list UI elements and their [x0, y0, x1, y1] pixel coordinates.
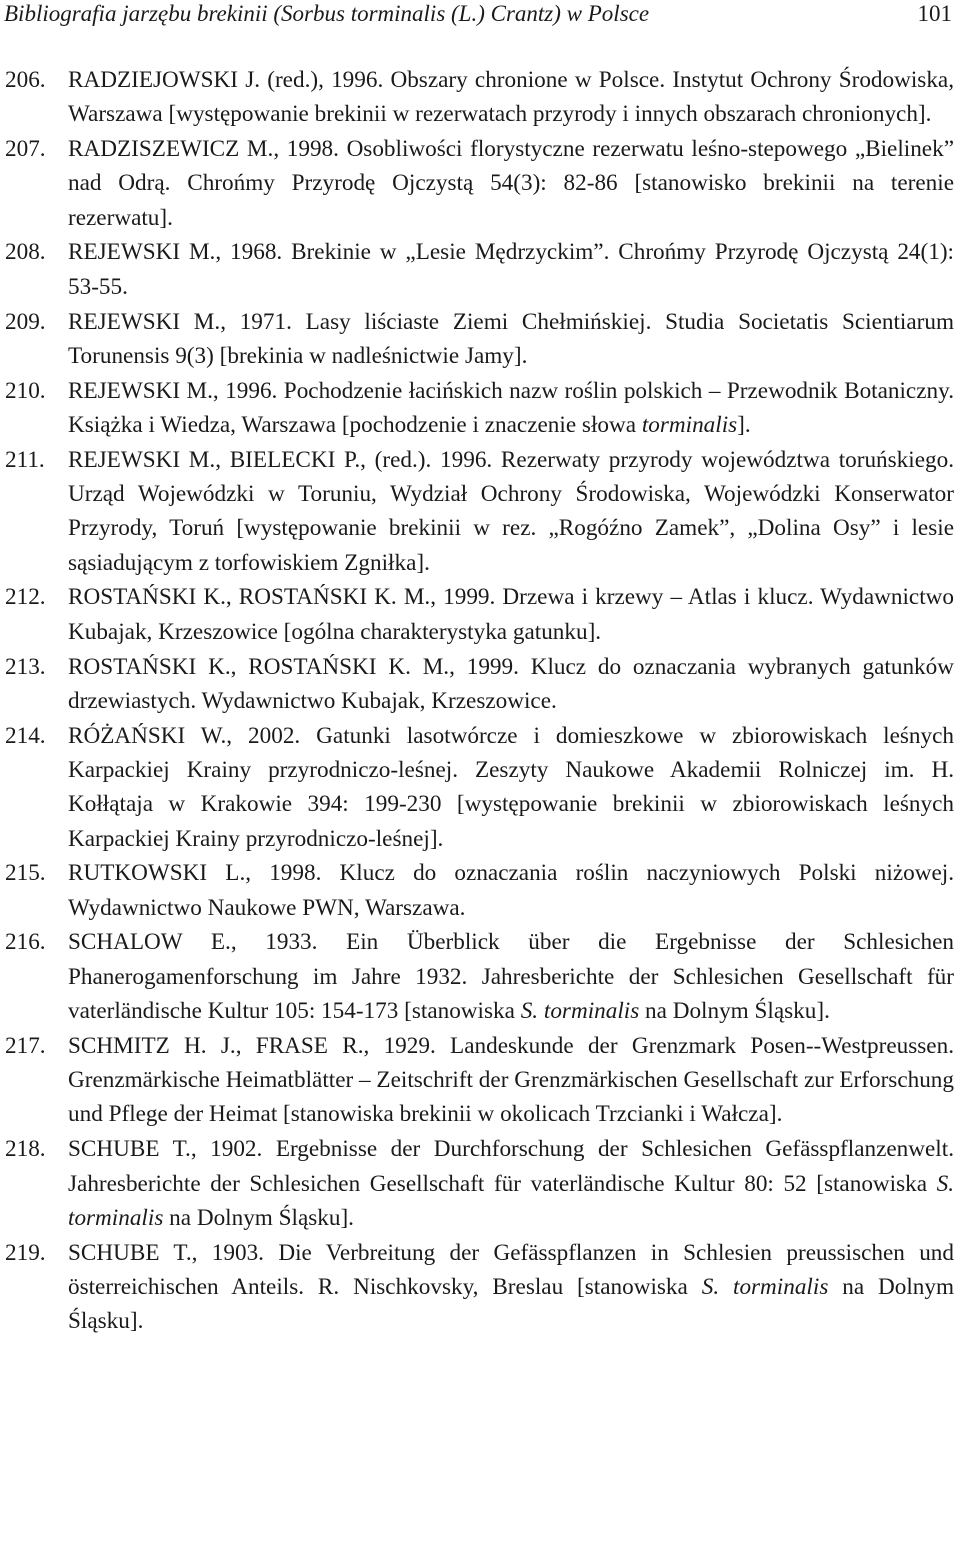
bibliography-entry — [0, 580, 960, 649]
entry-text — [68, 1033, 954, 1128]
bibliography-entry — [0, 1029, 960, 1132]
bibliography-entry — [0, 132, 960, 235]
entry-text-segment: ]. — [737, 411, 751, 438]
entry-text-segment: REJEWSKI M., 1971. Lasy liściaste Ziemi Chełmińskiej. Studia Societatis Scientiarum Torunensis 9(3) [brekinia w nadleśnictwie Jamy]. — [68, 308, 954, 369]
bibliography-entry — [0, 1132, 960, 1235]
entry-number: 210. — [5, 377, 46, 404]
entry-text — [68, 723, 954, 852]
entry-number: 218. — [5, 1136, 46, 1163]
entry-text — [68, 447, 954, 576]
entry-text — [68, 1240, 954, 1335]
entry-text-segment: RUTKOWSKI L., 1998. Klucz do oznaczania roślin naczyniowych Polski niżowej. Wydawnictwo Naukowe PWN, Warszawa. — [68, 860, 954, 921]
entry-text-segment: SCHMITZ H. J., FRASE R., 1929. Landeskunde der Grenzmark Posen-⁠-Westpreussen. Grenzmärkische Heimatblätter – Zeitschrift der Grenzmärkischen Gesellschaft zur Erforschung und Pflege der Heimat [stanowiska brekinii w okolicach Trzcianki i Wałcza]. — [68, 1032, 954, 1128]
italic-species-name: S. torminalis — [701, 1273, 829, 1300]
entry-text-segment: REJEWSKI M., 1968. Brekinie w „Lesie Mędrzyckim”. Chrońmy Przyrodę Ojczystą 24(1): 53-55. — [68, 239, 954, 300]
entry-number: 206. — [5, 67, 46, 93]
running-title: Bibliografia jarzębu brekinii (Sorbus torminalis (L.) Crantz) w Polsce — [4, 1, 650, 26]
bibliography-entry — [0, 650, 960, 719]
page-number: 101 — [917, 1, 952, 26]
entry-number: 209. — [5, 308, 46, 335]
entry-text — [68, 929, 954, 1024]
italic-species-name: S. torminalis — [68, 1170, 954, 1231]
entry-text-segment: na Dolnym Śląsku]. — [68, 1273, 955, 1335]
bibliography-entry — [0, 443, 960, 580]
bibliography-entry — [0, 719, 960, 856]
entry-text — [68, 309, 954, 369]
entry-text-segment: ROSTAŃSKI K., ROSTAŃSKI K. M., 1999. Drzewa i krzewy – Atlas i klucz. Wydawnictwo Kubajak, Krzeszowice [ogólna charakterystyka gatunku]. — [68, 584, 954, 645]
bibliography-list — [0, 63, 960, 1339]
entry-text-segment: na Dolnym Śląsku]. — [639, 998, 830, 1025]
italic-species-name: torminalis — [641, 411, 738, 438]
entry-number: 214. — [5, 722, 46, 749]
entry-text — [68, 239, 954, 299]
entry-text-segment: RADZISZEWICZ M., 1998. Osobliwości florystyczne rezerwatu leśno-stepowego „Bielinek” nad Odrą. Chrońmy Przyrodę Ojczystą 54(3): 82-86 [stanowisko brekinii na terenie rezerwatu]. — [68, 136, 954, 231]
entry-text — [68, 1136, 954, 1231]
entry-text-segment: RADZIEJOWSKI J. (red.), 1996. Obszary chronione w Polsce. Instytut Ochrony Środowiska, Warszawa [występowanie brekinii w rezerwatach przyrody i innych obszarach chronionych]. — [68, 67, 954, 128]
entry-number: 216. — [5, 929, 46, 956]
bibliography-entry — [0, 925, 960, 1028]
bibliography-entry — [0, 305, 960, 374]
entry-text-segment: SCHUBE T., 1902. Ergebnisse der Durchforschung der Schlesichen Gefässpflanzenwelt. Jahresberichte der Schlesichen Gesellschaft für vaterländische Kultur 80: 52 [stanowiska — [68, 1136, 954, 1197]
entry-text-segment: RÓŻAŃSKI W., 2002. Gatunki lasotwórcze i domieszkowe w zbiorowiskach leśnych Karpackiej Krainy przyrodniczo-leśnej. Zeszyty Naukowe Akademii Rolniczej im. H. Kołłątaja w Krakowie 394: 199-230 [występowanie brekinii w zbiorowiskach leśnych Karpackiej Krainy przyrodniczo-leśnej]. — [68, 722, 954, 852]
italic-species-name: S. torminalis — [520, 998, 640, 1025]
entry-number: 215. — [5, 860, 46, 887]
entry-number: 213. — [5, 653, 46, 680]
entry-text — [68, 860, 954, 920]
entry-text — [68, 67, 954, 127]
entry-number: 212. — [5, 584, 46, 611]
entry-text — [68, 136, 954, 231]
entry-number: 211. — [5, 446, 45, 473]
entry-text-segment: REJEWSKI M., BIELECKI P., (red.). 1996. Rezerwaty przyrody województwa toruńskiego. Urząd Wojewódzki w Toruniu, Wydział Ochrony Środowiska, Wojewódzki Konserwator Przyrody, Toruń [występowanie brekinii w rez. „Rogóźno Zamek”, „Dolina Osy” i lesie sąsiadującym z torfowiskiem Zgniłka]. — [68, 446, 954, 576]
entry-text — [68, 378, 954, 438]
running-header — [4, 0, 952, 30]
entry-number: 219. — [5, 1239, 46, 1266]
entry-text-segment: REJEWSKI M., 1996. Pochodzenie łacińskich nazw roślin polskich – Przewodnik Botaniczny. Książka i Wiedza, Warszawa [pochodzenie i znaczenie słowa — [68, 377, 954, 438]
entry-number: 207. — [5, 136, 46, 163]
bibliography-entry — [0, 374, 960, 443]
bibliography-entry — [0, 1236, 960, 1339]
entry-number: 208. — [5, 239, 46, 266]
entry-text-segment: SCHALOW E., 1933. Ein Überblick über die Ergebnisse der Schlesichen Phanerogamenforschung im Jahre 1932. Jahresberichte der Schlesichen Gesellschaft für vaterländische Kultur 105: 154-173 [stanowiska — [68, 929, 954, 1025]
bibliography-entry — [0, 856, 960, 925]
entry-text — [68, 584, 954, 644]
entry-number: 217. — [5, 1032, 46, 1059]
entry-text — [68, 654, 954, 714]
entry-text-segment: na Dolnym Śląsku]. — [163, 1204, 354, 1231]
entry-text-segment: ROSTAŃSKI K., ROSTAŃSKI K. M., 1999. Klucz do oznaczania wybranych gatunków drzewiastych. Wydawnictwo Kubajak, Krzeszowice. — [68, 653, 954, 714]
bibliography-entry — [0, 235, 960, 304]
entry-text-segment: SCHUBE T., 1903. Die Verbreitung der Gefässpflanzen in Schlesien preussischen und österreichischen Anteils. R. Nischkovsky, Breslau [stanowiska — [68, 1239, 954, 1300]
bibliography-entry — [0, 63, 960, 132]
